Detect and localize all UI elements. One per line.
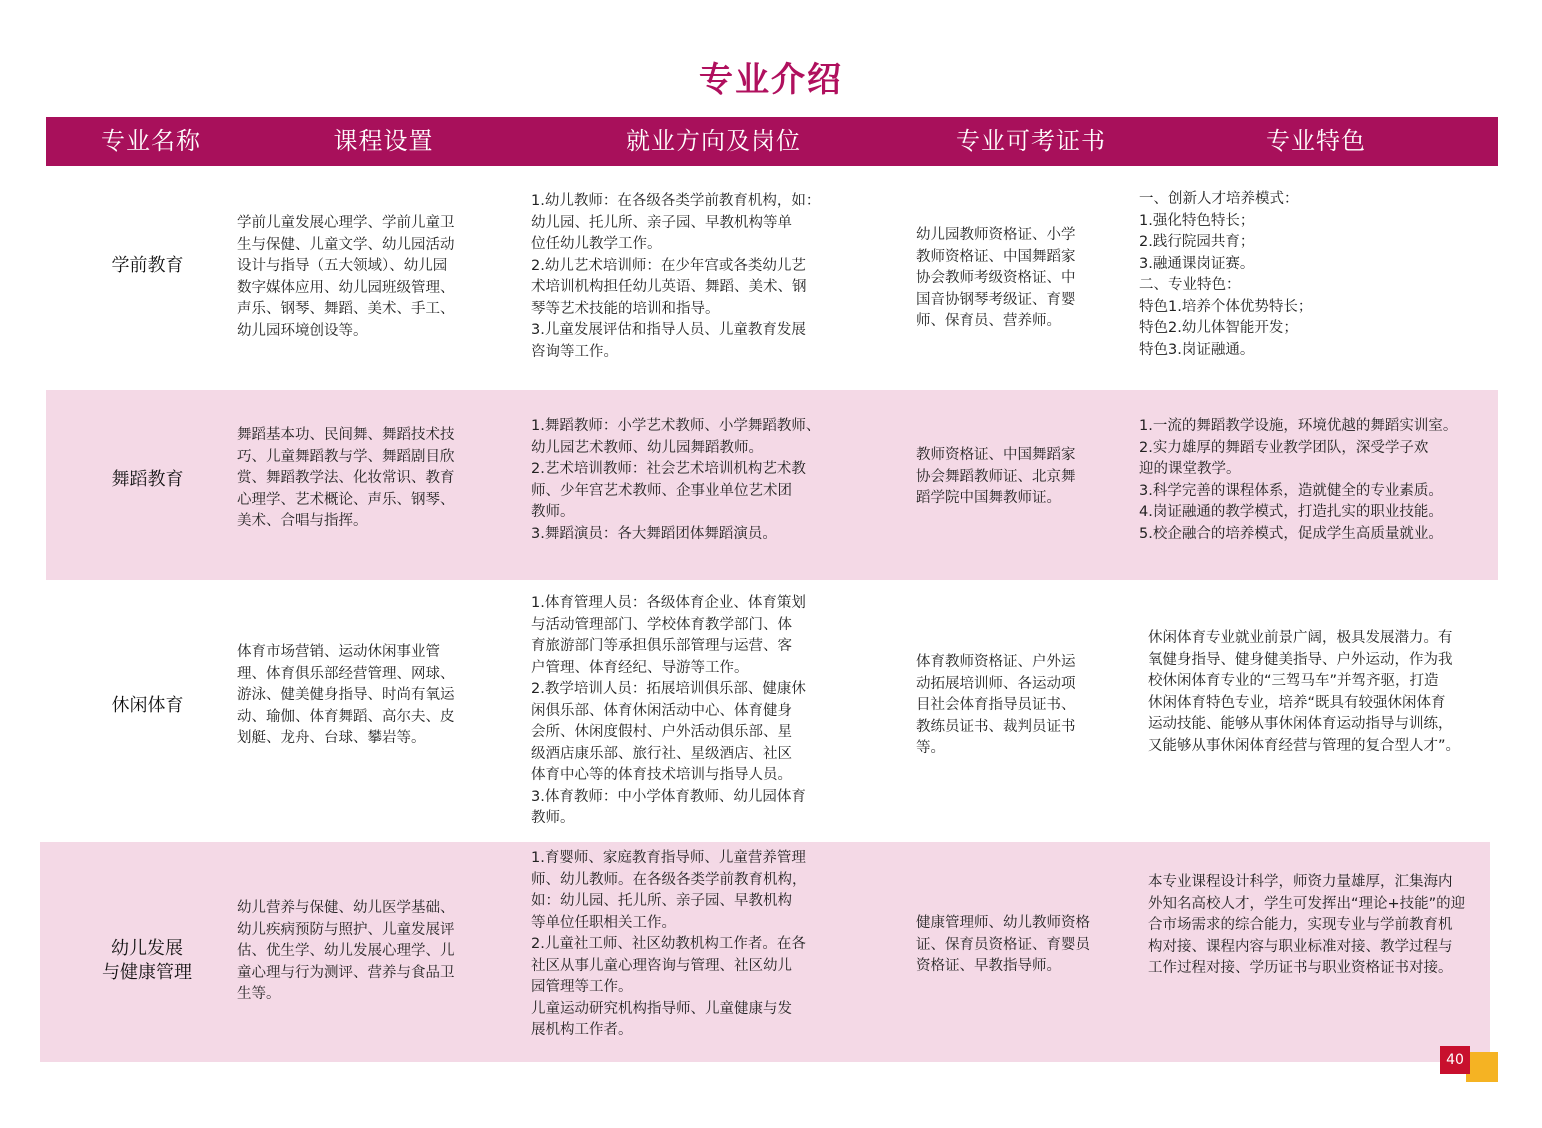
major-name: 学前教育 (111, 255, 184, 276)
major-name: 舞蹈教育 (111, 469, 184, 490)
major-name: 幼儿发展 与健康管理 (102, 938, 192, 983)
courses-text: 学前儿童发展心理学、学前儿童卫 生与保健、儿童文学、幼儿园活动 设计与指导（五大领域）、幼儿园 数字媒体应用、幼儿园班级管理、 声乐、钢琴、舞蹈、美术、手工、 幼儿园环境创设等。 (237, 215, 455, 339)
courses-text: 舞蹈基本功、民间舞、舞蹈技术技 巧、儿童舞蹈教与学、舞蹈剧目欣 赏、舞蹈教学法、化妆常识、教育 心理学、艺术概论、声乐、钢琴、 美术、合唱与指挥。 (237, 427, 455, 529)
table-header (46, 117, 1498, 166)
header-features: 专业特色 (1266, 127, 1366, 155)
table-row (46, 175, 1498, 380)
careers-text: 1.体育管理人员：各级体育企业、体育策划 与活动管理部门、学校体育教学部门、体 育旅游部门等承担俱乐部管理与运营、客 户管理、体育经纪、导游等工作。 2.教学培训人员：拓展培训俱乐部、健康休 闲俱乐部、体育休闲活动中心、体育健身 会所、休闲度假村、户外活动俱乐部、星 级酒店康乐部、旅行社、星级酒店、社区 体育中心等的体育技术培训与指导人员。 3.体育教师：中小学体育教师、幼儿园体育 教师。 (531, 595, 806, 826)
features-text: 1.一流的舞蹈教学设施，环境优越的舞蹈实训室。 2.实力雄厚的舞蹈专业教学团队，深受学子欢 迎的课堂教学。 3.科学完善的课程体系，造就健全的专业素质。 4.岗证融通的教学模式，打造扎实的职业技能。 5.校企融合的培养模式，促成学生高质量就业。 (1139, 418, 1458, 542)
certificates-text: 幼儿园教师资格证、小学 教师资格证、中国舞蹈家 协会教师考级资格证、中 国音协钢琴考级证、育婴 师、保育员、营养师。 (916, 227, 1076, 329)
header-certificates: 专业可考证书 (956, 127, 1106, 155)
page-number: 40 (1440, 1046, 1470, 1074)
table-row (46, 585, 1498, 835)
courses-text: 幼儿营养与保健、幼儿医学基础、 幼儿疾病预防与照护、儿童发展评 估、优生学、幼儿发展心理学、儿 童心理与行为测评、营养与食品卫 生等。 (237, 900, 455, 1002)
careers-text: 1.幼儿教师：在各级各类学前教育机构，如： 幼儿园、托儿所、亲子园、早教机构等单 位任幼儿教学工作。 2.幼儿艺术培训师：在少年宫或各类幼儿艺 术培训机构担任幼儿英语、舞蹈、美术、钢 琴等艺术技能的培训和指导。 3.儿童发展评估和指导人员、儿童教育发展 咨询等工作。 (531, 193, 821, 360)
table-row (40, 842, 1490, 1062)
features-text: 本专业课程设计科学，师资力量雄厚，汇集海内 外知名高校人才，学生可发挥出“理论+技能”的迎 合市场需求的综合能力，实现专业与学前教育机 构对接、课程内容与职业标准对接、教学过程与 工作过程对接、学历证书与职业资格证书对接。 (1148, 874, 1466, 976)
features-text: 休闲体育专业就业前景广阔，极具发展潜力。有 氧健身指导、健身健美指导、户外运动，作为我 校休闲体育专业的“三驾马车”并驾齐驱，打造 休闲体育特色专业，培养“既具有较强休闲体育 运动技能、能够从事休闲体育运动指导与训练， 又能够从事休闲体育经营与管理的复合型人才”。 (1148, 630, 1461, 754)
careers-text: 1.育婴师、家庭教育指导师、儿童营养管理 师、幼儿教师。在各级各类学前教育机构， 如：幼儿园、托儿所、亲子园、早教机构 等单位任职相关工作。 2.儿童社工师、社区幼教机构工作者。在各 社区从事儿童心理咨询与管理、社区幼儿 园管理等工作。 儿童运动研究机构指导师、儿童健康与发 展机构工作者。 (531, 850, 807, 1038)
certificates-text: 体育教师资格证、户外运 动拓展培训师、各运动项 目社会体育指导员证书、 教练员证书、裁判员证书 等。 (916, 654, 1076, 756)
header-careers: 就业方向及岗位 (626, 127, 801, 155)
page-number-accent (1466, 1052, 1498, 1082)
table-row (46, 390, 1498, 580)
header-major-name: 专业名称 (101, 127, 201, 155)
certificates-text: 健康管理师、幼儿教师资格 证、保育员资格证、育婴员 资格证、早教指导师。 (916, 915, 1090, 974)
page-title: 专业介绍 (699, 60, 843, 100)
careers-text: 1.舞蹈教师：小学艺术教师、小学舞蹈教师、 幼儿园艺术教师、幼儿园舞蹈教师。 2.艺术培训教师：社会艺术培训机构艺术教 师、少年宫艺术教师、企事业单位艺术团 教师。 3.舞蹈演员：各大舞蹈团体舞蹈演员。 (531, 418, 821, 542)
header-courses: 课程设置 (333, 127, 434, 155)
features-text: 一、创新人才培养模式： 1.强化特色特长； 2.践行院园共育； 3.融通课岗证赛。 二、专业特色： 特色1.培养个体优势特长； 特色2.幼儿体智能开发； 特色3.岗证融通。 (1139, 191, 1313, 358)
courses-text: 体育市场营销、运动休闲事业管 理、体育俱乐部经营管理、网球、 游泳、健美健身指导、时尚有氧运 动、瑜伽、体育舞蹈、高尔夫、皮 划艇、龙舟、台球、攀岩等。 (237, 644, 455, 746)
certificates-text: 教师资格证、中国舞蹈家 协会舞蹈教师证、北京舞 蹈学院中国舞教师证。 (916, 447, 1076, 506)
major-name: 休闲体育 (111, 695, 184, 716)
